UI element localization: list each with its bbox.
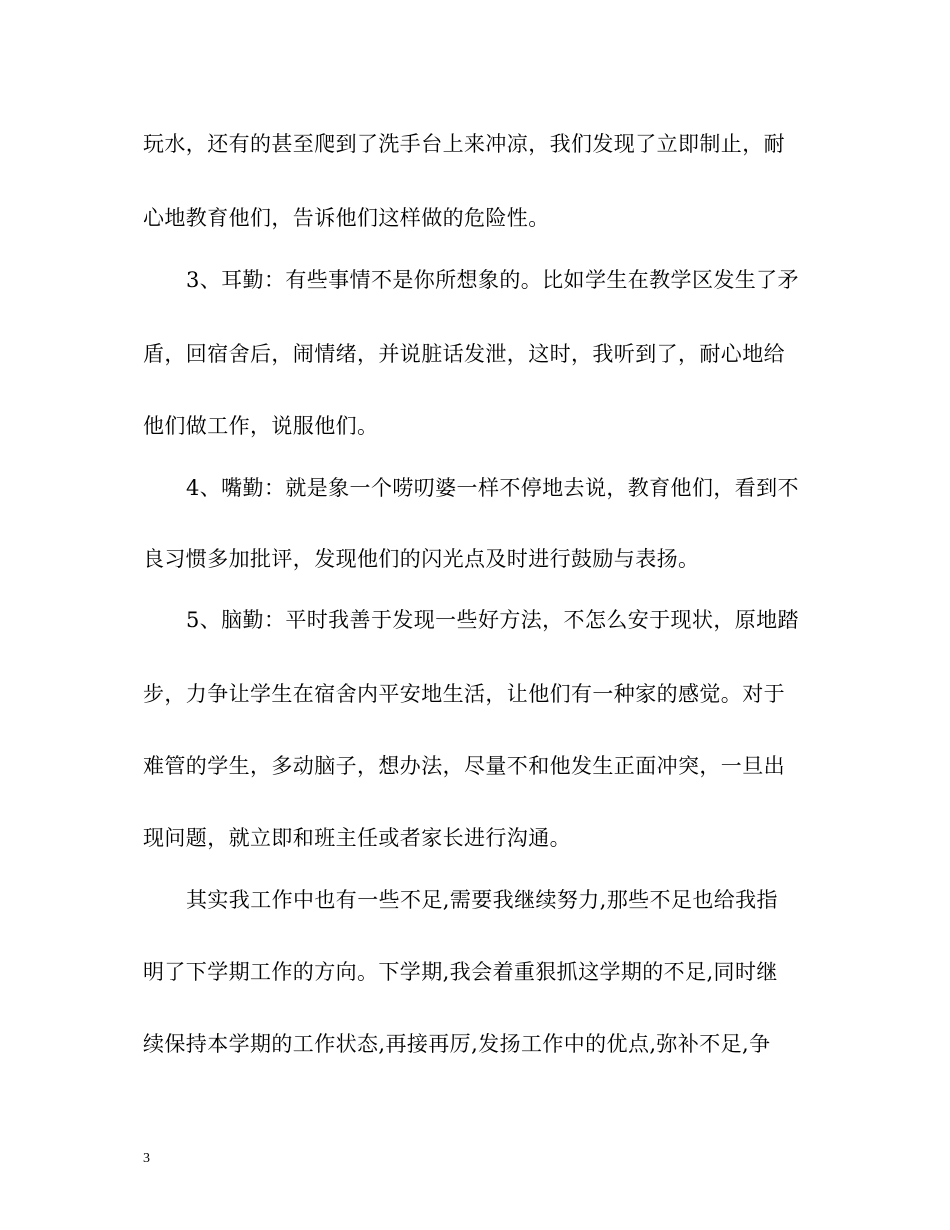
text-line: 良习惯多加批评，发现他们的闪光点及时进行鼓励与表扬。 [143, 547, 700, 571]
text-line: 3、耳勤：有些事情不是你所想象的。比如学生在教学区发生了矛 [186, 268, 799, 292]
text-line: 明了下学期工作的方向。下学期,我会着重狠抓这学期的不足,同时继 [143, 960, 778, 984]
text-line: 现问题，就立即和班主任或者家长进行沟通。 [143, 826, 571, 850]
text-line: 续保持本学期的工作状态,再接再厉,发扬工作中的优点,弥补不足,争 [143, 1032, 771, 1056]
text-line: 4、嘴勤：就是象一个唠叨婆一样不停地去说，教育他们，看到不 [186, 476, 799, 500]
text-line: 5、脑勤：平时我善于发现一些好方法，不怎么安于现状，原地踏 [186, 608, 799, 632]
text-line: 难管的学生，多动脑子，想办法，尽量不和他发生正面冲突，一旦出 [143, 754, 785, 778]
page-number: 3 [143, 1151, 150, 1166]
text-line: 步，力争让学生在宿舍内平安地生活，让他们有一种家的感觉。对于 [143, 682, 785, 706]
text-line: 其实我工作中也有一些不足,需要我继续努力,那些不足也给我指 [186, 888, 778, 912]
text-line: 盾，回宿舍后，闹情绪，并说脏话发泄，这时，我听到了，耐心地给 [143, 342, 785, 366]
text-line: 他们做工作，说服他们。 [143, 414, 379, 438]
text-line: 心地教育他们，告诉他们这样做的危险性。 [143, 206, 550, 230]
text-line: 玩水，还有的甚至爬到了洗手台上来冲凉，我们发现了立即制止，耐 [143, 132, 785, 156]
